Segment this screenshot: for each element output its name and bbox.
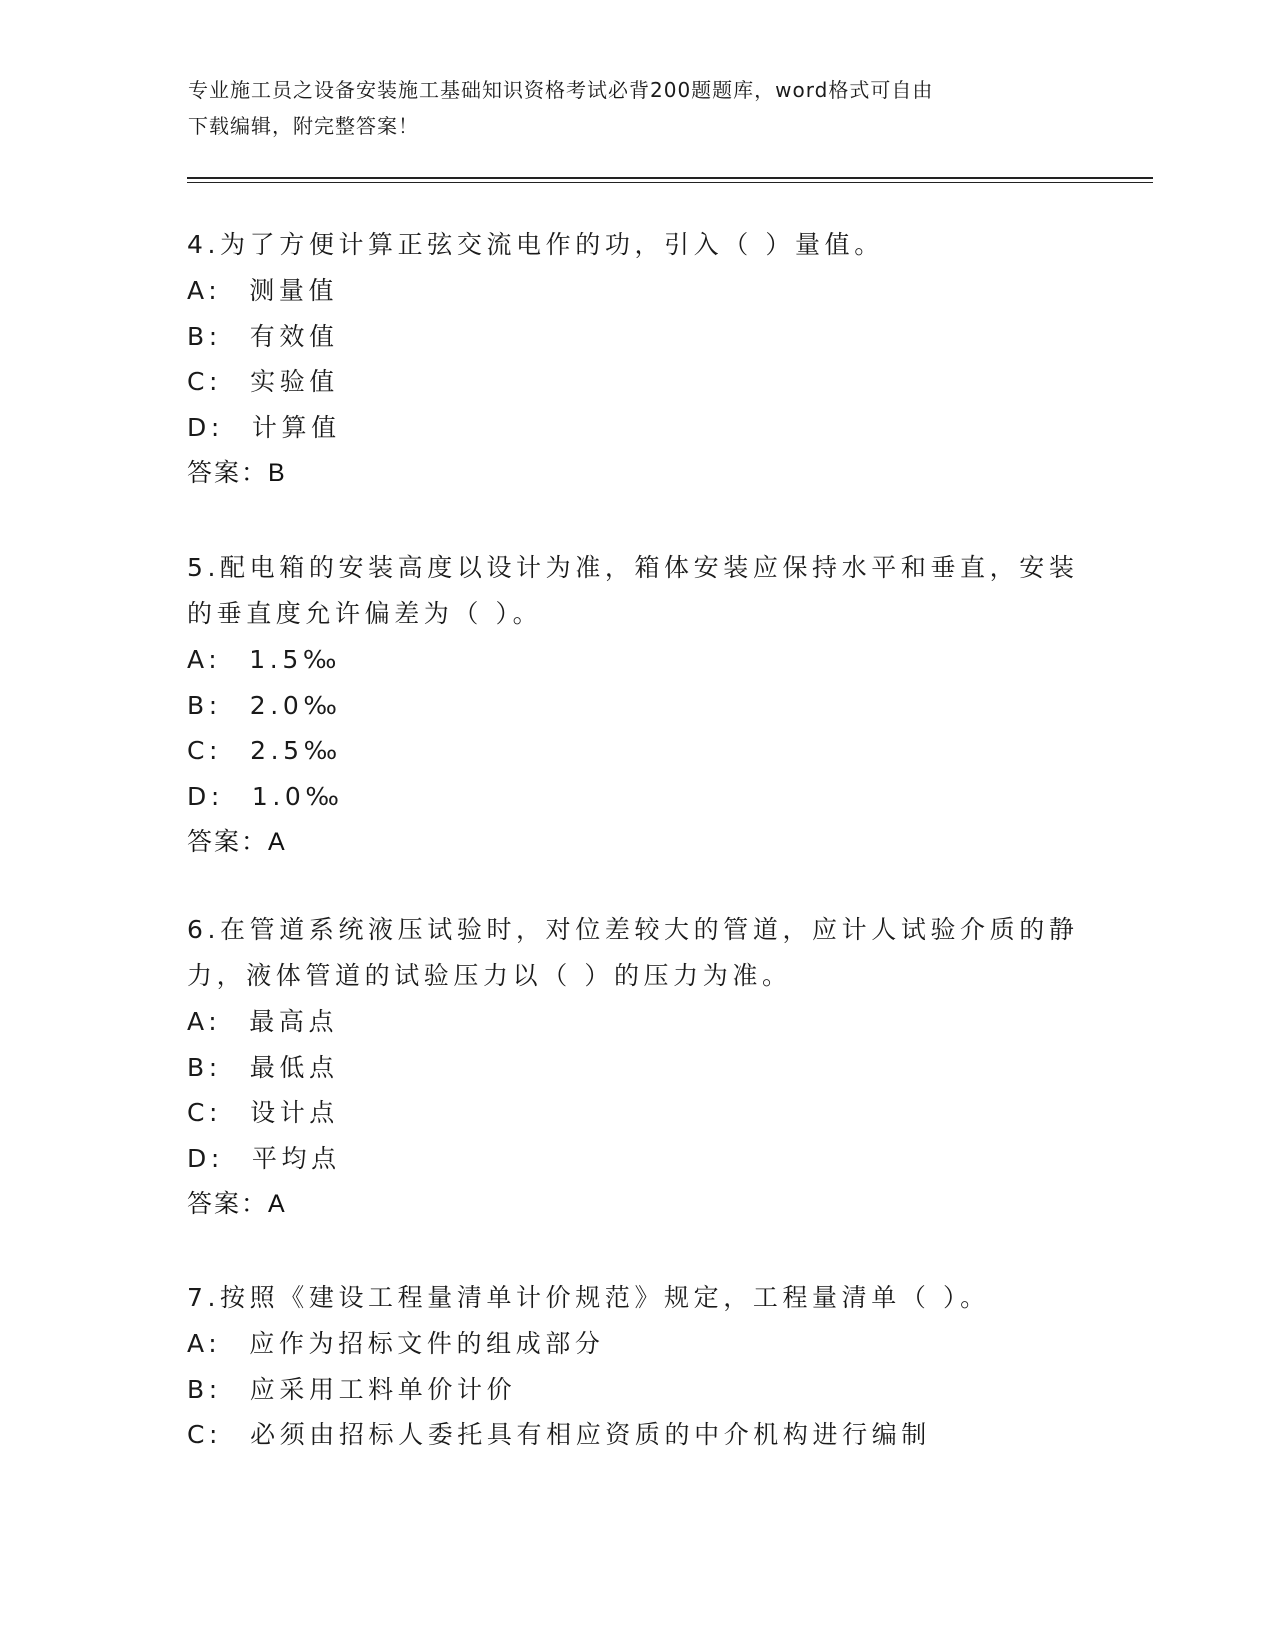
answer-value: B bbox=[268, 459, 286, 487]
header-divider-bottom bbox=[187, 182, 1153, 183]
question-line: 7.按照《建设工程量清单计价规范》规定，工程量清单（ ）。 bbox=[187, 1283, 990, 1312]
question-6 bbox=[187, 907, 1087, 1227]
question-line: 4.为了方便计算正弦交流电作的功，引入（ ）量值。 bbox=[187, 230, 884, 259]
question-4 bbox=[187, 222, 1087, 496]
option-text: 最低点 bbox=[249, 1052, 339, 1082]
option-key: D: bbox=[187, 1143, 224, 1173]
option-d bbox=[187, 774, 1087, 820]
option-key: B: bbox=[187, 1052, 222, 1082]
answer-label: 答案： bbox=[187, 459, 269, 487]
option-text: 应采用工料单价计价 bbox=[249, 1374, 517, 1404]
option-key: C: bbox=[187, 1098, 223, 1127]
question-line: 的垂直度允许偏差为（ ）。 bbox=[187, 599, 543, 628]
option-key: A: bbox=[187, 276, 222, 305]
option-a bbox=[187, 637, 1087, 683]
question-text bbox=[187, 222, 1087, 268]
question-7 bbox=[187, 1275, 1087, 1458]
header-line-1: 专业施工员之设备安装施工基础知识资格考试必背200题题库，word格式可自由 bbox=[188, 78, 934, 102]
option-b bbox=[187, 683, 1087, 729]
option-a bbox=[187, 268, 1087, 314]
option-key: C: bbox=[187, 367, 223, 396]
option-key: A: bbox=[187, 645, 222, 674]
answer-line bbox=[187, 1181, 1087, 1227]
option-key: D: bbox=[187, 412, 224, 442]
option-text: 2.5‰ bbox=[250, 736, 342, 765]
option-b bbox=[187, 1367, 1087, 1413]
option-text: 有效值 bbox=[249, 321, 339, 351]
option-key: C: bbox=[187, 1420, 223, 1449]
option-c bbox=[187, 728, 1087, 774]
option-d bbox=[187, 405, 1087, 451]
option-c bbox=[187, 359, 1087, 405]
question-line: 5.配电箱的安装高度以设计为准，箱体安装应保持水平和垂直，安装 bbox=[187, 553, 1079, 582]
option-text: 计算值 bbox=[251, 412, 341, 442]
option-text: 实验值 bbox=[250, 367, 339, 396]
option-d bbox=[187, 1136, 1087, 1182]
option-text: 设计点 bbox=[250, 1098, 339, 1127]
option-c bbox=[187, 1412, 1087, 1458]
question-line: 6.在管道系统液压试验时，对位差较大的管道，应计人试验介质的静 bbox=[187, 915, 1079, 944]
option-b bbox=[187, 1045, 1087, 1091]
header-line-2: 下载编辑，附完整答案！ bbox=[188, 114, 419, 138]
option-key: A: bbox=[187, 1007, 222, 1036]
option-key: D: bbox=[187, 781, 224, 811]
option-key: A: bbox=[187, 1329, 222, 1358]
document-header bbox=[188, 72, 1068, 144]
option-text: 应作为招标文件的组成部分 bbox=[249, 1329, 605, 1358]
question-text bbox=[187, 907, 1087, 999]
answer-line bbox=[187, 819, 1087, 865]
option-b bbox=[187, 314, 1087, 360]
question-text bbox=[187, 1275, 1087, 1321]
option-text: 平均点 bbox=[251, 1143, 341, 1173]
option-text: 1.5‰ bbox=[249, 645, 342, 674]
option-key: B: bbox=[187, 690, 222, 720]
answer-line bbox=[187, 450, 1087, 496]
option-text: 1.0‰ bbox=[251, 781, 344, 811]
answer-value: A bbox=[268, 1190, 286, 1218]
question-line: 力，液体管道的试验压力以（ ）的压力为准。 bbox=[187, 961, 792, 990]
question-5 bbox=[187, 545, 1087, 865]
option-a bbox=[187, 999, 1087, 1045]
option-key: B: bbox=[187, 1374, 222, 1404]
option-text: 最高点 bbox=[249, 1007, 339, 1036]
header-divider-top bbox=[187, 177, 1153, 179]
answer-label: 答案： bbox=[187, 1190, 269, 1218]
option-text: 必须由招标人委托具有相应资质的中介机构进行编制 bbox=[250, 1420, 931, 1449]
option-a bbox=[187, 1321, 1087, 1367]
answer-value: A bbox=[268, 828, 286, 856]
option-key: C: bbox=[187, 736, 223, 765]
option-key: B: bbox=[187, 321, 222, 351]
option-c bbox=[187, 1090, 1087, 1136]
question-text bbox=[187, 545, 1087, 637]
option-text: 2.0‰ bbox=[249, 690, 342, 720]
answer-label: 答案： bbox=[187, 828, 269, 856]
option-text: 测量值 bbox=[249, 276, 339, 305]
